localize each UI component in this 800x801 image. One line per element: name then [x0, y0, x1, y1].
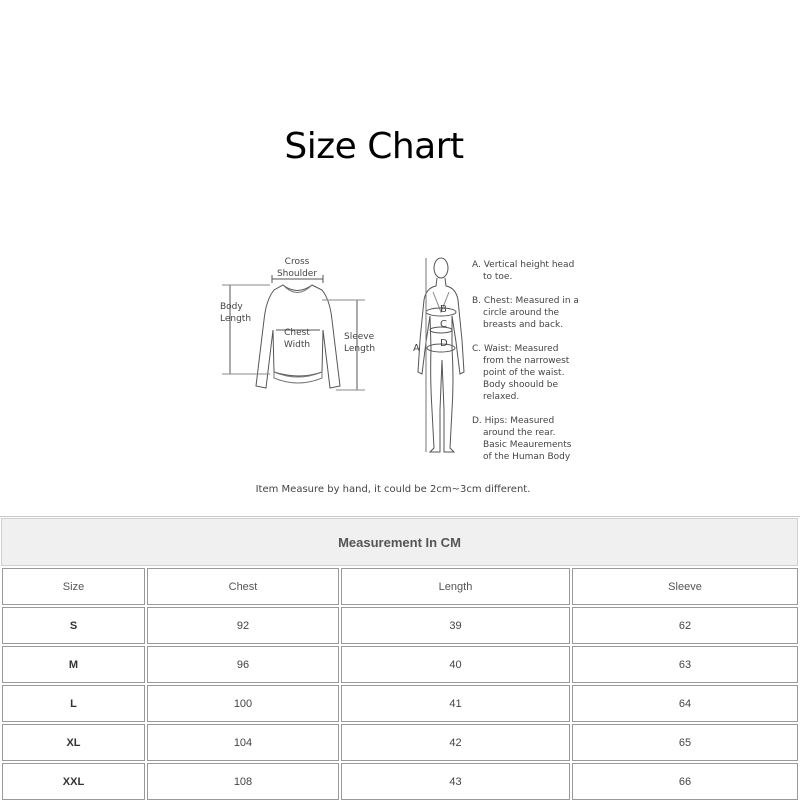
length-cell: 40 — [341, 646, 570, 683]
chest-width-line-2: Width — [283, 340, 311, 350]
legend-c-line-4: Body shoould be — [483, 380, 559, 390]
chest-cell: 104 — [147, 724, 339, 761]
legend-a-line-2: to toe. — [483, 272, 513, 282]
chest-cell: 96 — [147, 646, 339, 683]
length-cell: 41 — [341, 685, 570, 722]
marker-b: B — [440, 304, 447, 315]
legend-d-line-3: Basic Meaurements — [483, 440, 572, 450]
sleeve-length-label — [344, 331, 375, 355]
legend-d-line-2: around the rear. — [483, 428, 556, 438]
legend-item-c — [472, 343, 592, 403]
body-length-line-1: Body — [220, 302, 243, 312]
length-cell: 43 — [341, 763, 570, 800]
legend-item-b — [472, 295, 592, 331]
chest-cell: 108 — [147, 763, 339, 800]
legend-d-line-4: of the Human Body — [483, 452, 571, 462]
legend-c-line-1: C. Waist: Measured — [472, 344, 559, 354]
legend-item-d — [472, 415, 592, 463]
cross-shoulder-label — [272, 256, 322, 280]
legend-d-line-1: D. Hips: Measured — [472, 416, 555, 426]
sleeve-cell: 65 — [572, 724, 798, 761]
cross-shoulder-line-1: Cross — [284, 257, 310, 267]
sleeve-cell: 63 — [572, 646, 798, 683]
size-cell: XL — [2, 724, 145, 761]
sleeve-cell: 64 — [572, 685, 798, 722]
length-cell: 39 — [341, 607, 570, 644]
body-length-label — [220, 301, 251, 325]
cross-shoulder-line-2: Shoulder — [276, 269, 318, 279]
sleeve-cell: 66 — [572, 763, 798, 800]
size-cell: M — [2, 646, 145, 683]
header-sleeve: Sleeve — [572, 568, 798, 605]
size-cell: XXL — [2, 763, 145, 800]
legend-c-line-2: from the narrowest — [483, 356, 570, 366]
marker-a: A — [413, 343, 420, 354]
size-table — [0, 516, 800, 801]
table-caption: Measurement In CM — [1, 518, 798, 566]
legend-b-line-2: circle around the — [483, 308, 560, 318]
legend-a-line-1: A. Vertical height head — [472, 260, 575, 270]
legend-b-line-1: B. Chest: Measured in a — [472, 296, 579, 306]
legend-c-line-5: relaxed. — [483, 392, 520, 402]
measure-note: Item Measure by hand, it could be 2cm~3cm different. — [255, 484, 531, 495]
header-size: Size — [2, 568, 145, 605]
header-chest: Chest — [147, 568, 339, 605]
sleeve-cell: 62 — [572, 607, 798, 644]
legend-b-line-3: breasts and back. — [483, 320, 564, 330]
size-cell: S — [2, 607, 145, 644]
legend-item-a — [472, 259, 592, 283]
marker-d: D — [440, 338, 448, 349]
legend-c-line-3: point of the waist. — [483, 368, 565, 378]
measurement-legend — [472, 259, 592, 475]
size-cell: L — [2, 685, 145, 722]
chest-width-label — [279, 327, 315, 351]
chest-cell: 92 — [147, 607, 339, 644]
chest-width-line-1: Chest — [284, 328, 310, 338]
header-length: Length — [341, 568, 570, 605]
sleeve-length-line-1: Sleeve — [344, 332, 375, 342]
body-length-line-2: Length — [220, 314, 252, 324]
sleeve-length-line-2: Length — [344, 344, 376, 354]
marker-c: C — [440, 319, 447, 330]
page-title: Size Chart — [284, 126, 464, 167]
length-cell: 42 — [341, 724, 570, 761]
chest-cell: 100 — [147, 685, 339, 722]
